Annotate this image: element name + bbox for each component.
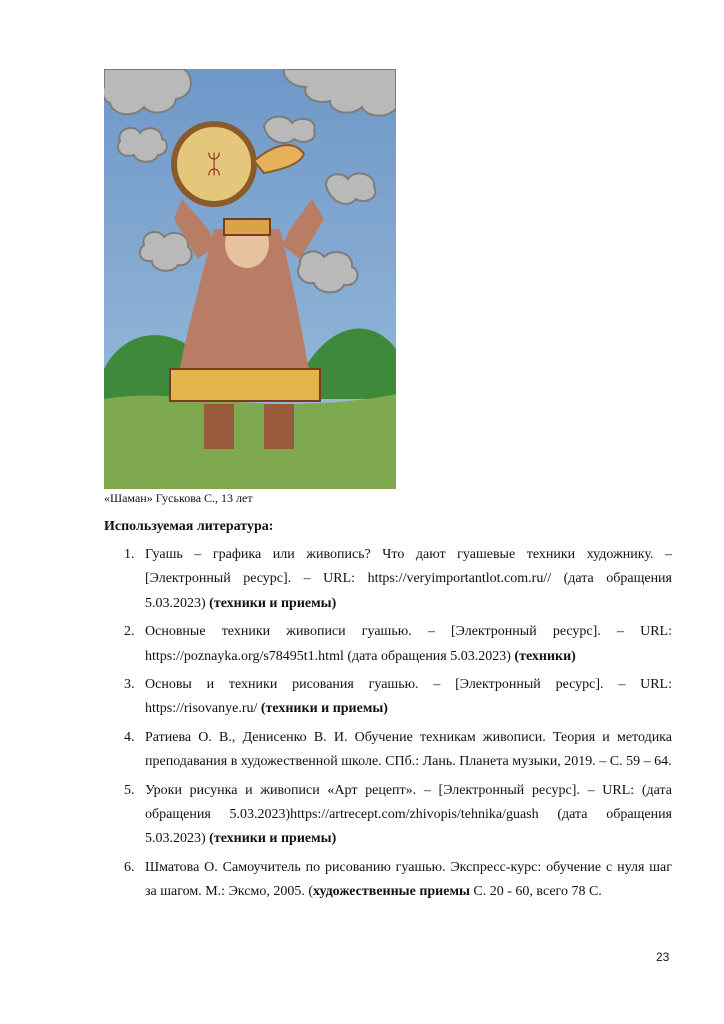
reference-item: [104, 856, 672, 905]
reference-tail: С. 20 - 60, всего 78 С.: [469, 884, 602, 900]
reference-number: 2.: [124, 624, 135, 640]
reference-tag: (техники и приемы): [260, 701, 388, 717]
reference-item: [104, 543, 672, 616]
reference-number: 5.: [124, 782, 135, 798]
reference-text: Основные техники живописи гуашью. – [Электронный ресурс]. – URL: https://poznayka.org/s78495t1.html (дата обращения 5.03.2023): [145, 624, 672, 664]
reference-text: Основы и техники рисования гуашью. – [Электронный ресурс]. – URL: https://risovanye.ru/: [145, 677, 672, 717]
shaman-illustration: [104, 69, 396, 489]
reference-number: 3.: [124, 677, 135, 693]
reference-text: Ратиева О. В., Денисенко В. И. Обучение техникам живописи. Теория и методика преподавания в художественной школе. СПб.: Лань. Планета музыки, 2019. – С. 59 – 64.: [145, 729, 672, 770]
svg-text:ᛯ: ᛯ: [206, 150, 222, 180]
reference-tag: (техники и приемы): [209, 595, 337, 611]
reference-item: [104, 673, 672, 722]
reference-tag: художественные приемы: [313, 884, 470, 900]
reference-number: 6.: [124, 859, 135, 875]
reference-tag: (техники и приемы): [209, 831, 337, 847]
reference-tag: (техники): [514, 648, 576, 664]
reference-list: [104, 543, 672, 909]
reference-text: Шматова О. Самоучитель по рисованию гуашью. Экспресс-курс: обучение с нуля шаг за шагом. М.: Эксмо, 2005. (: [145, 859, 672, 900]
reference-item: [104, 620, 672, 669]
reference-text: Гуашь – графика или живопись? Что дают гуашевые техники художнику. – [Электронный ресурс]. – URL: https://veryimportantlot.com.ru// (дата обращения 5.03.2023): [145, 547, 672, 611]
reference-number: 4.: [124, 729, 135, 745]
literature-heading: Используемая литература:: [104, 519, 274, 534]
page-number: 23: [656, 950, 670, 964]
reference-item: [104, 726, 672, 775]
figure-caption: «Шаман» Гуськова С., 13 лет: [104, 491, 253, 505]
reference-number: 1.: [124, 547, 135, 562]
reference-text: Уроки рисунка и живописи «Арт рецепт». – [Электронный ресурс]. – URL: (дата обращения 5.03.2023)https://artrecept.com/zhivopis/tehnika/guash (дата обращения 5.03.2023): [145, 782, 672, 847]
reference-item: [104, 779, 672, 852]
